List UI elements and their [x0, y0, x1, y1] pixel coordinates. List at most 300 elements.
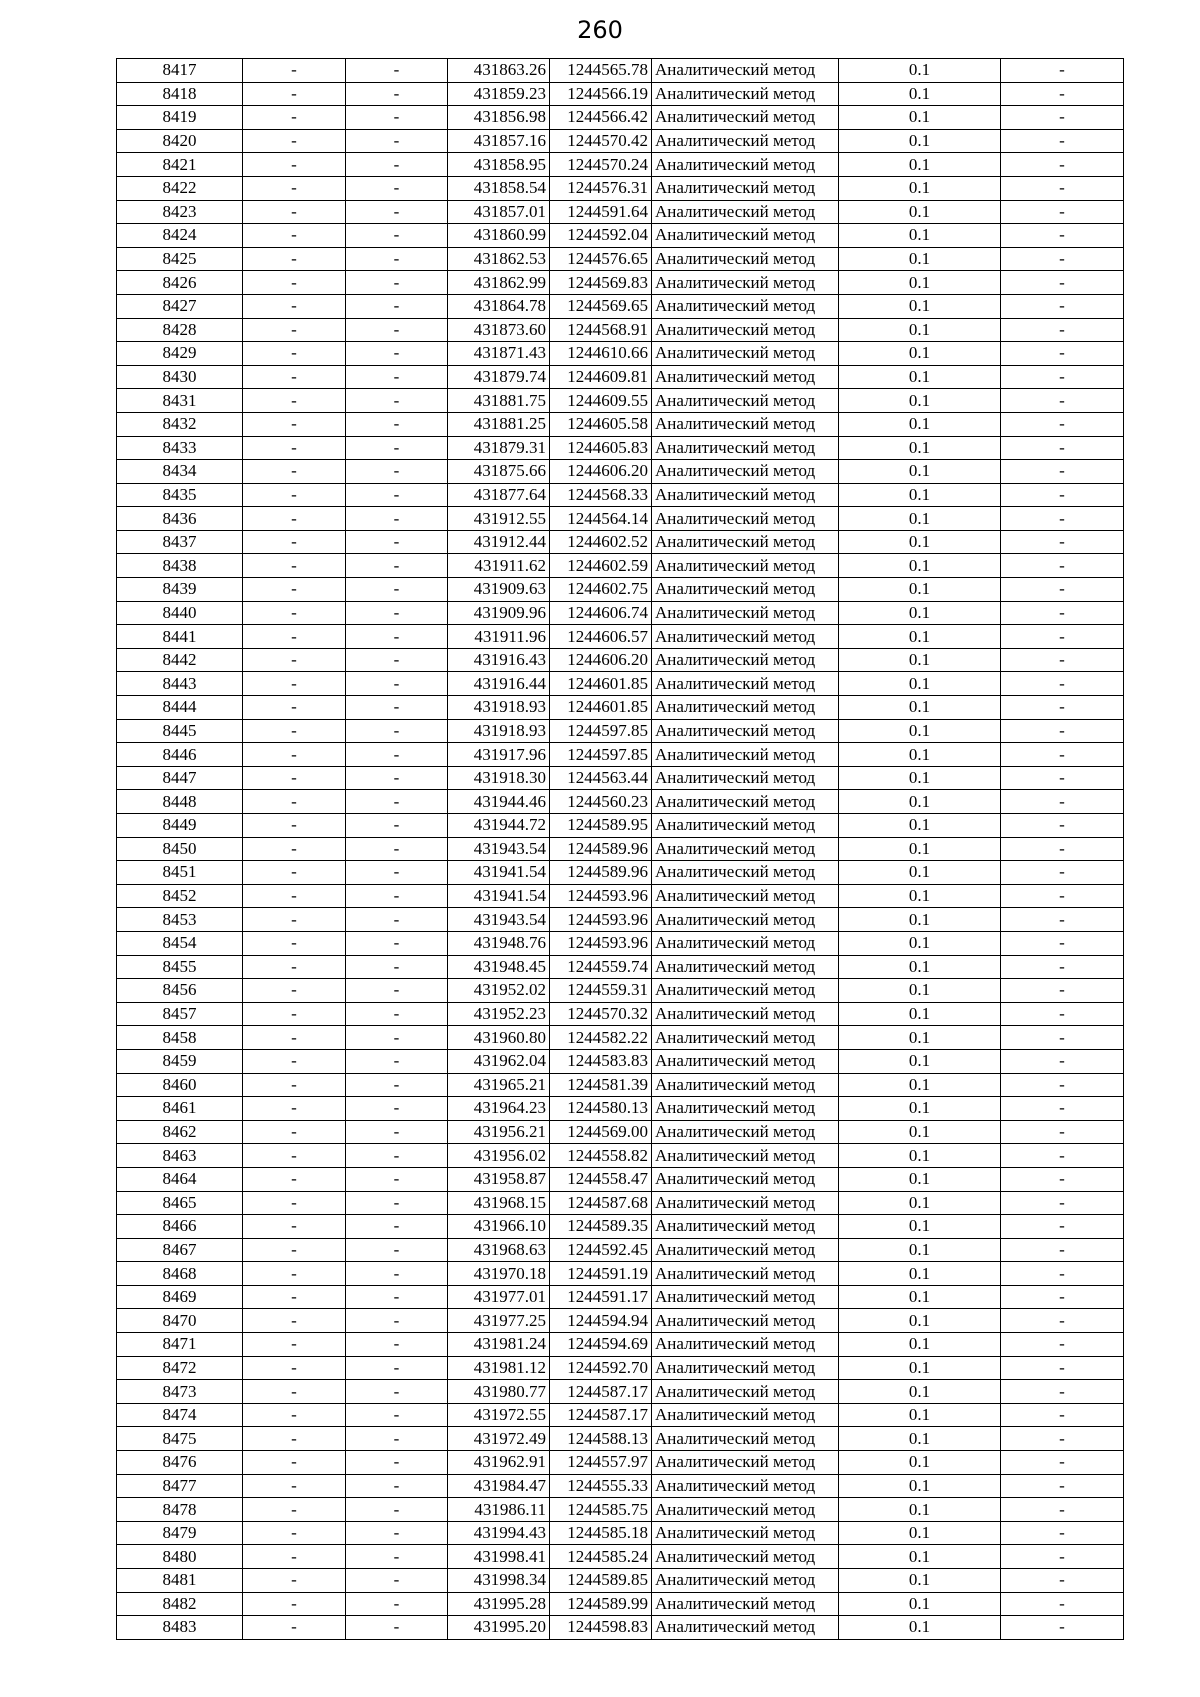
accuracy-cell: 0.1	[839, 365, 1001, 389]
accuracy-cell: 0.1	[839, 530, 1001, 554]
point-number-cell: 8422	[117, 176, 243, 200]
description-cell: -	[1001, 507, 1124, 531]
x-coordinate-cell: 431941.54	[448, 884, 550, 908]
table-row	[117, 530, 1124, 554]
x-coordinate-cell: 431952.23	[448, 1002, 550, 1026]
old-y-cell: -	[346, 672, 448, 696]
old-y-cell: -	[346, 224, 448, 248]
y-coordinate-cell: 1244563.44	[550, 766, 652, 790]
y-coordinate-cell: 1244601.85	[550, 672, 652, 696]
point-number-cell: 8463	[117, 1144, 243, 1168]
x-coordinate-cell: 431995.20	[448, 1616, 550, 1640]
point-number-cell: 8421	[117, 153, 243, 177]
table-row	[117, 1403, 1124, 1427]
description-cell: -	[1001, 224, 1124, 248]
table-row	[117, 59, 1124, 83]
table-row	[117, 483, 1124, 507]
description-cell: -	[1001, 1474, 1124, 1498]
method-cell: Аналитический метод	[652, 790, 839, 814]
description-cell: -	[1001, 1144, 1124, 1168]
old-x-cell: -	[243, 979, 346, 1003]
old-y-cell: -	[346, 1097, 448, 1121]
point-number-cell: 8474	[117, 1403, 243, 1427]
y-coordinate-cell: 1244598.83	[550, 1616, 652, 1640]
y-coordinate-cell: 1244587.17	[550, 1380, 652, 1404]
method-cell: Аналитический метод	[652, 224, 839, 248]
x-coordinate-cell: 431873.60	[448, 318, 550, 342]
old-x-cell: -	[243, 1002, 346, 1026]
old-x-cell: -	[243, 1191, 346, 1215]
table-row	[117, 106, 1124, 130]
old-y-cell: -	[346, 1451, 448, 1475]
method-cell: Аналитический метод	[652, 129, 839, 153]
point-number-cell: 8428	[117, 318, 243, 342]
y-coordinate-cell: 1244557.97	[550, 1451, 652, 1475]
table-row	[117, 1120, 1124, 1144]
method-cell: Аналитический метод	[652, 884, 839, 908]
old-x-cell: -	[243, 271, 346, 295]
y-coordinate-cell: 1244601.85	[550, 696, 652, 720]
point-number-cell: 8419	[117, 106, 243, 130]
accuracy-cell: 0.1	[839, 814, 1001, 838]
method-cell: Аналитический метод	[652, 59, 839, 83]
method-cell: Аналитический метод	[652, 82, 839, 106]
accuracy-cell: 0.1	[839, 59, 1001, 83]
old-y-cell: -	[346, 719, 448, 743]
page-number: 260	[577, 16, 623, 44]
x-coordinate-cell: 431968.15	[448, 1191, 550, 1215]
x-coordinate-cell: 431863.26	[448, 59, 550, 83]
method-cell: Аналитический метод	[652, 294, 839, 318]
accuracy-cell: 0.1	[839, 1262, 1001, 1286]
x-coordinate-cell: 431948.45	[448, 955, 550, 979]
method-cell: Аналитический метод	[652, 648, 839, 672]
x-coordinate-cell: 431862.53	[448, 247, 550, 271]
description-cell: -	[1001, 1262, 1124, 1286]
point-number-cell: 8468	[117, 1262, 243, 1286]
accuracy-cell: 0.1	[839, 554, 1001, 578]
point-number-cell: 8446	[117, 743, 243, 767]
old-y-cell: -	[346, 59, 448, 83]
old-x-cell: -	[243, 955, 346, 979]
old-y-cell: -	[346, 1285, 448, 1309]
description-cell: -	[1001, 106, 1124, 130]
old-y-cell: -	[346, 176, 448, 200]
x-coordinate-cell: 431916.43	[448, 648, 550, 672]
method-cell: Аналитический метод	[652, 1144, 839, 1168]
description-cell: -	[1001, 955, 1124, 979]
method-cell: Аналитический метод	[652, 931, 839, 955]
method-cell: Аналитический метод	[652, 672, 839, 696]
accuracy-cell: 0.1	[839, 625, 1001, 649]
y-coordinate-cell: 1244566.42	[550, 106, 652, 130]
y-coordinate-cell: 1244585.24	[550, 1545, 652, 1569]
x-coordinate-cell: 431862.99	[448, 271, 550, 295]
accuracy-cell: 0.1	[839, 1356, 1001, 1380]
description-cell: -	[1001, 82, 1124, 106]
description-cell: -	[1001, 1285, 1124, 1309]
description-cell: -	[1001, 1451, 1124, 1475]
y-coordinate-cell: 1244558.82	[550, 1144, 652, 1168]
table-row	[117, 861, 1124, 885]
old-y-cell: -	[346, 318, 448, 342]
point-number-cell: 8432	[117, 412, 243, 436]
description-cell: -	[1001, 1403, 1124, 1427]
y-coordinate-cell: 1244589.96	[550, 837, 652, 861]
point-number-cell: 8477	[117, 1474, 243, 1498]
point-number-cell: 8472	[117, 1356, 243, 1380]
method-cell: Аналитический метод	[652, 153, 839, 177]
point-number-cell: 8453	[117, 908, 243, 932]
old-x-cell: -	[243, 530, 346, 554]
accuracy-cell: 0.1	[839, 460, 1001, 484]
old-x-cell: -	[243, 1120, 346, 1144]
method-cell: Аналитический метод	[652, 1616, 839, 1640]
old-y-cell: -	[346, 979, 448, 1003]
old-y-cell: -	[346, 1333, 448, 1357]
old-y-cell: -	[346, 1167, 448, 1191]
x-coordinate-cell: 431916.44	[448, 672, 550, 696]
method-cell: Аналитический метод	[652, 766, 839, 790]
point-number-cell: 8469	[117, 1285, 243, 1309]
old-x-cell: -	[243, 814, 346, 838]
y-coordinate-cell: 1244602.59	[550, 554, 652, 578]
x-coordinate-cell: 431962.04	[448, 1049, 550, 1073]
accuracy-cell: 0.1	[839, 1002, 1001, 1026]
description-cell: -	[1001, 696, 1124, 720]
accuracy-cell: 0.1	[839, 884, 1001, 908]
old-x-cell: -	[243, 483, 346, 507]
table-row	[117, 1521, 1124, 1545]
accuracy-cell: 0.1	[839, 342, 1001, 366]
accuracy-cell: 0.1	[839, 719, 1001, 743]
method-cell: Аналитический метод	[652, 578, 839, 602]
old-y-cell: -	[346, 1215, 448, 1239]
x-coordinate-cell: 431972.49	[448, 1427, 550, 1451]
y-coordinate-cell: 1244564.14	[550, 507, 652, 531]
description-cell: -	[1001, 884, 1124, 908]
old-y-cell: -	[346, 1191, 448, 1215]
x-coordinate-cell: 431871.43	[448, 342, 550, 366]
point-number-cell: 8455	[117, 955, 243, 979]
accuracy-cell: 0.1	[839, 224, 1001, 248]
point-number-cell: 8478	[117, 1498, 243, 1522]
accuracy-cell: 0.1	[839, 1285, 1001, 1309]
description-cell: -	[1001, 318, 1124, 342]
accuracy-cell: 0.1	[839, 1144, 1001, 1168]
method-cell: Аналитический метод	[652, 247, 839, 271]
description-cell: -	[1001, 601, 1124, 625]
point-number-cell: 8459	[117, 1049, 243, 1073]
table-row	[117, 719, 1124, 743]
old-x-cell: -	[243, 766, 346, 790]
table-row	[117, 766, 1124, 790]
y-coordinate-cell: 1244597.85	[550, 719, 652, 743]
accuracy-cell: 0.1	[839, 1097, 1001, 1121]
table-row	[117, 790, 1124, 814]
description-cell: -	[1001, 1356, 1124, 1380]
method-cell: Аналитический метод	[652, 1191, 839, 1215]
old-y-cell: -	[346, 1002, 448, 1026]
x-coordinate-cell: 431918.30	[448, 766, 550, 790]
accuracy-cell: 0.1	[839, 1592, 1001, 1616]
point-number-cell: 8480	[117, 1545, 243, 1569]
table-row	[117, 1592, 1124, 1616]
accuracy-cell: 0.1	[839, 507, 1001, 531]
description-cell: -	[1001, 1073, 1124, 1097]
point-number-cell: 8464	[117, 1167, 243, 1191]
old-x-cell: -	[243, 1333, 346, 1357]
description-cell: -	[1001, 153, 1124, 177]
description-cell: -	[1001, 1309, 1124, 1333]
point-number-cell: 8436	[117, 507, 243, 531]
x-coordinate-cell: 431964.23	[448, 1097, 550, 1121]
point-number-cell: 8461	[117, 1097, 243, 1121]
old-y-cell: -	[346, 790, 448, 814]
point-number-cell: 8449	[117, 814, 243, 838]
x-coordinate-cell: 431952.02	[448, 979, 550, 1003]
table-row	[117, 460, 1124, 484]
accuracy-cell: 0.1	[839, 837, 1001, 861]
method-cell: Аналитический метод	[652, 743, 839, 767]
point-number-cell: 8482	[117, 1592, 243, 1616]
old-y-cell: -	[346, 1309, 448, 1333]
method-cell: Аналитический метод	[652, 1049, 839, 1073]
description-cell: -	[1001, 766, 1124, 790]
method-cell: Аналитический метод	[652, 1427, 839, 1451]
old-y-cell: -	[346, 1049, 448, 1073]
method-cell: Аналитический метод	[652, 979, 839, 1003]
accuracy-cell: 0.1	[839, 1403, 1001, 1427]
point-number-cell: 8471	[117, 1333, 243, 1357]
old-y-cell: -	[346, 1403, 448, 1427]
accuracy-cell: 0.1	[839, 1215, 1001, 1239]
point-number-cell: 8456	[117, 979, 243, 1003]
old-x-cell: -	[243, 1167, 346, 1191]
y-coordinate-cell: 1244606.20	[550, 648, 652, 672]
old-x-cell: -	[243, 696, 346, 720]
point-number-cell: 8441	[117, 625, 243, 649]
x-coordinate-cell: 431956.21	[448, 1120, 550, 1144]
old-x-cell: -	[243, 790, 346, 814]
table-row	[117, 1333, 1124, 1357]
old-x-cell: -	[243, 1097, 346, 1121]
table-row	[117, 601, 1124, 625]
y-coordinate-cell: 1244582.22	[550, 1026, 652, 1050]
old-y-cell: -	[346, 483, 448, 507]
description-cell: -	[1001, 200, 1124, 224]
table-row	[117, 271, 1124, 295]
old-y-cell: -	[346, 1427, 448, 1451]
table-row	[117, 247, 1124, 271]
table-row	[117, 672, 1124, 696]
method-cell: Аналитический метод	[652, 1097, 839, 1121]
point-number-cell: 8418	[117, 82, 243, 106]
method-cell: Аналитический метод	[652, 1167, 839, 1191]
table-row	[117, 1215, 1124, 1239]
table-row	[117, 1474, 1124, 1498]
y-coordinate-cell: 1244585.75	[550, 1498, 652, 1522]
table-row	[117, 837, 1124, 861]
old-y-cell: -	[346, 931, 448, 955]
x-coordinate-cell: 431859.23	[448, 82, 550, 106]
accuracy-cell: 0.1	[839, 696, 1001, 720]
old-y-cell: -	[346, 766, 448, 790]
accuracy-cell: 0.1	[839, 1026, 1001, 1050]
x-coordinate-cell: 431972.55	[448, 1403, 550, 1427]
y-coordinate-cell: 1244610.66	[550, 342, 652, 366]
x-coordinate-cell: 431986.11	[448, 1498, 550, 1522]
point-number-cell: 8424	[117, 224, 243, 248]
y-coordinate-cell: 1244593.96	[550, 908, 652, 932]
old-y-cell: -	[346, 507, 448, 531]
x-coordinate-cell: 431917.96	[448, 743, 550, 767]
old-x-cell: -	[243, 1521, 346, 1545]
old-y-cell: -	[346, 1616, 448, 1640]
y-coordinate-cell: 1244569.00	[550, 1120, 652, 1144]
x-coordinate-cell: 431918.93	[448, 696, 550, 720]
method-cell: Аналитический метод	[652, 861, 839, 885]
method-cell: Аналитический метод	[652, 436, 839, 460]
accuracy-cell: 0.1	[839, 200, 1001, 224]
y-coordinate-cell: 1244606.57	[550, 625, 652, 649]
old-x-cell: -	[243, 1262, 346, 1286]
old-x-cell: -	[243, 1356, 346, 1380]
point-number-cell: 8450	[117, 837, 243, 861]
method-cell: Аналитический метод	[652, 1026, 839, 1050]
description-cell: -	[1001, 436, 1124, 460]
accuracy-cell: 0.1	[839, 601, 1001, 625]
method-cell: Аналитический метод	[652, 1474, 839, 1498]
old-x-cell: -	[243, 578, 346, 602]
x-coordinate-cell: 431877.64	[448, 483, 550, 507]
point-number-cell: 8434	[117, 460, 243, 484]
description-cell: -	[1001, 648, 1124, 672]
description-cell: -	[1001, 931, 1124, 955]
description-cell: -	[1001, 294, 1124, 318]
description-cell: -	[1001, 1215, 1124, 1239]
old-y-cell: -	[346, 1073, 448, 1097]
old-x-cell: -	[243, 601, 346, 625]
old-y-cell: -	[346, 837, 448, 861]
x-coordinate-cell: 431879.74	[448, 365, 550, 389]
point-number-cell: 8475	[117, 1427, 243, 1451]
y-coordinate-cell: 1244609.81	[550, 365, 652, 389]
old-y-cell: -	[346, 861, 448, 885]
method-cell: Аналитический метод	[652, 1073, 839, 1097]
description-cell: -	[1001, 247, 1124, 271]
accuracy-cell: 0.1	[839, 247, 1001, 271]
x-coordinate-cell: 431948.76	[448, 931, 550, 955]
table-row	[117, 1569, 1124, 1593]
x-coordinate-cell: 431911.96	[448, 625, 550, 649]
old-x-cell: -	[243, 931, 346, 955]
table-row	[117, 176, 1124, 200]
point-number-cell: 8451	[117, 861, 243, 885]
accuracy-cell: 0.1	[839, 412, 1001, 436]
old-x-cell: -	[243, 436, 346, 460]
x-coordinate-cell: 431980.77	[448, 1380, 550, 1404]
old-x-cell: -	[243, 1049, 346, 1073]
old-y-cell: -	[346, 696, 448, 720]
description-cell: -	[1001, 1545, 1124, 1569]
description-cell: -	[1001, 1616, 1124, 1640]
table-row	[117, 1144, 1124, 1168]
table-row	[117, 82, 1124, 106]
x-coordinate-cell: 431994.43	[448, 1521, 550, 1545]
old-x-cell: -	[243, 648, 346, 672]
x-coordinate-cell: 431881.25	[448, 412, 550, 436]
method-cell: Аналитический метод	[652, 176, 839, 200]
old-x-cell: -	[243, 1309, 346, 1333]
table-row	[117, 554, 1124, 578]
old-x-cell: -	[243, 365, 346, 389]
method-cell: Аналитический метод	[652, 1309, 839, 1333]
description-cell: -	[1001, 1592, 1124, 1616]
accuracy-cell: 0.1	[839, 82, 1001, 106]
accuracy-cell: 0.1	[839, 153, 1001, 177]
table-body	[117, 59, 1124, 1640]
y-coordinate-cell: 1244594.94	[550, 1309, 652, 1333]
old-y-cell: -	[346, 578, 448, 602]
x-coordinate-cell: 431911.62	[448, 554, 550, 578]
table-row	[117, 507, 1124, 531]
y-coordinate-cell: 1244597.85	[550, 743, 652, 767]
x-coordinate-cell: 431879.31	[448, 436, 550, 460]
method-cell: Аналитический метод	[652, 601, 839, 625]
y-coordinate-cell: 1244581.39	[550, 1073, 652, 1097]
old-y-cell: -	[346, 955, 448, 979]
description-cell: -	[1001, 578, 1124, 602]
description-cell: -	[1001, 59, 1124, 83]
old-x-cell: -	[243, 743, 346, 767]
y-coordinate-cell: 1244560.23	[550, 790, 652, 814]
old-x-cell: -	[243, 1545, 346, 1569]
accuracy-cell: 0.1	[839, 1380, 1001, 1404]
y-coordinate-cell: 1244565.78	[550, 59, 652, 83]
description-cell: -	[1001, 814, 1124, 838]
description-cell: -	[1001, 1238, 1124, 1262]
description-cell: -	[1001, 1120, 1124, 1144]
old-x-cell: -	[243, 1498, 346, 1522]
table-row	[117, 342, 1124, 366]
table-row	[117, 318, 1124, 342]
table-row	[117, 1026, 1124, 1050]
table-row	[117, 1191, 1124, 1215]
y-coordinate-cell: 1244605.83	[550, 436, 652, 460]
accuracy-cell: 0.1	[839, 1309, 1001, 1333]
accuracy-cell: 0.1	[839, 648, 1001, 672]
old-y-cell: -	[346, 153, 448, 177]
description-cell: -	[1001, 1191, 1124, 1215]
y-coordinate-cell: 1244602.52	[550, 530, 652, 554]
old-y-cell: -	[346, 1120, 448, 1144]
y-coordinate-cell: 1244587.68	[550, 1191, 652, 1215]
table-row	[117, 1262, 1124, 1286]
accuracy-cell: 0.1	[839, 1521, 1001, 1545]
description-cell: -	[1001, 719, 1124, 743]
method-cell: Аналитический метод	[652, 271, 839, 295]
method-cell: Аналитический метод	[652, 365, 839, 389]
old-y-cell: -	[346, 1474, 448, 1498]
old-y-cell: -	[346, 436, 448, 460]
point-number-cell: 8423	[117, 200, 243, 224]
x-coordinate-cell: 431860.99	[448, 224, 550, 248]
old-y-cell: -	[346, 106, 448, 130]
old-y-cell: -	[346, 82, 448, 106]
old-x-cell: -	[243, 1073, 346, 1097]
method-cell: Аналитический метод	[652, 625, 839, 649]
